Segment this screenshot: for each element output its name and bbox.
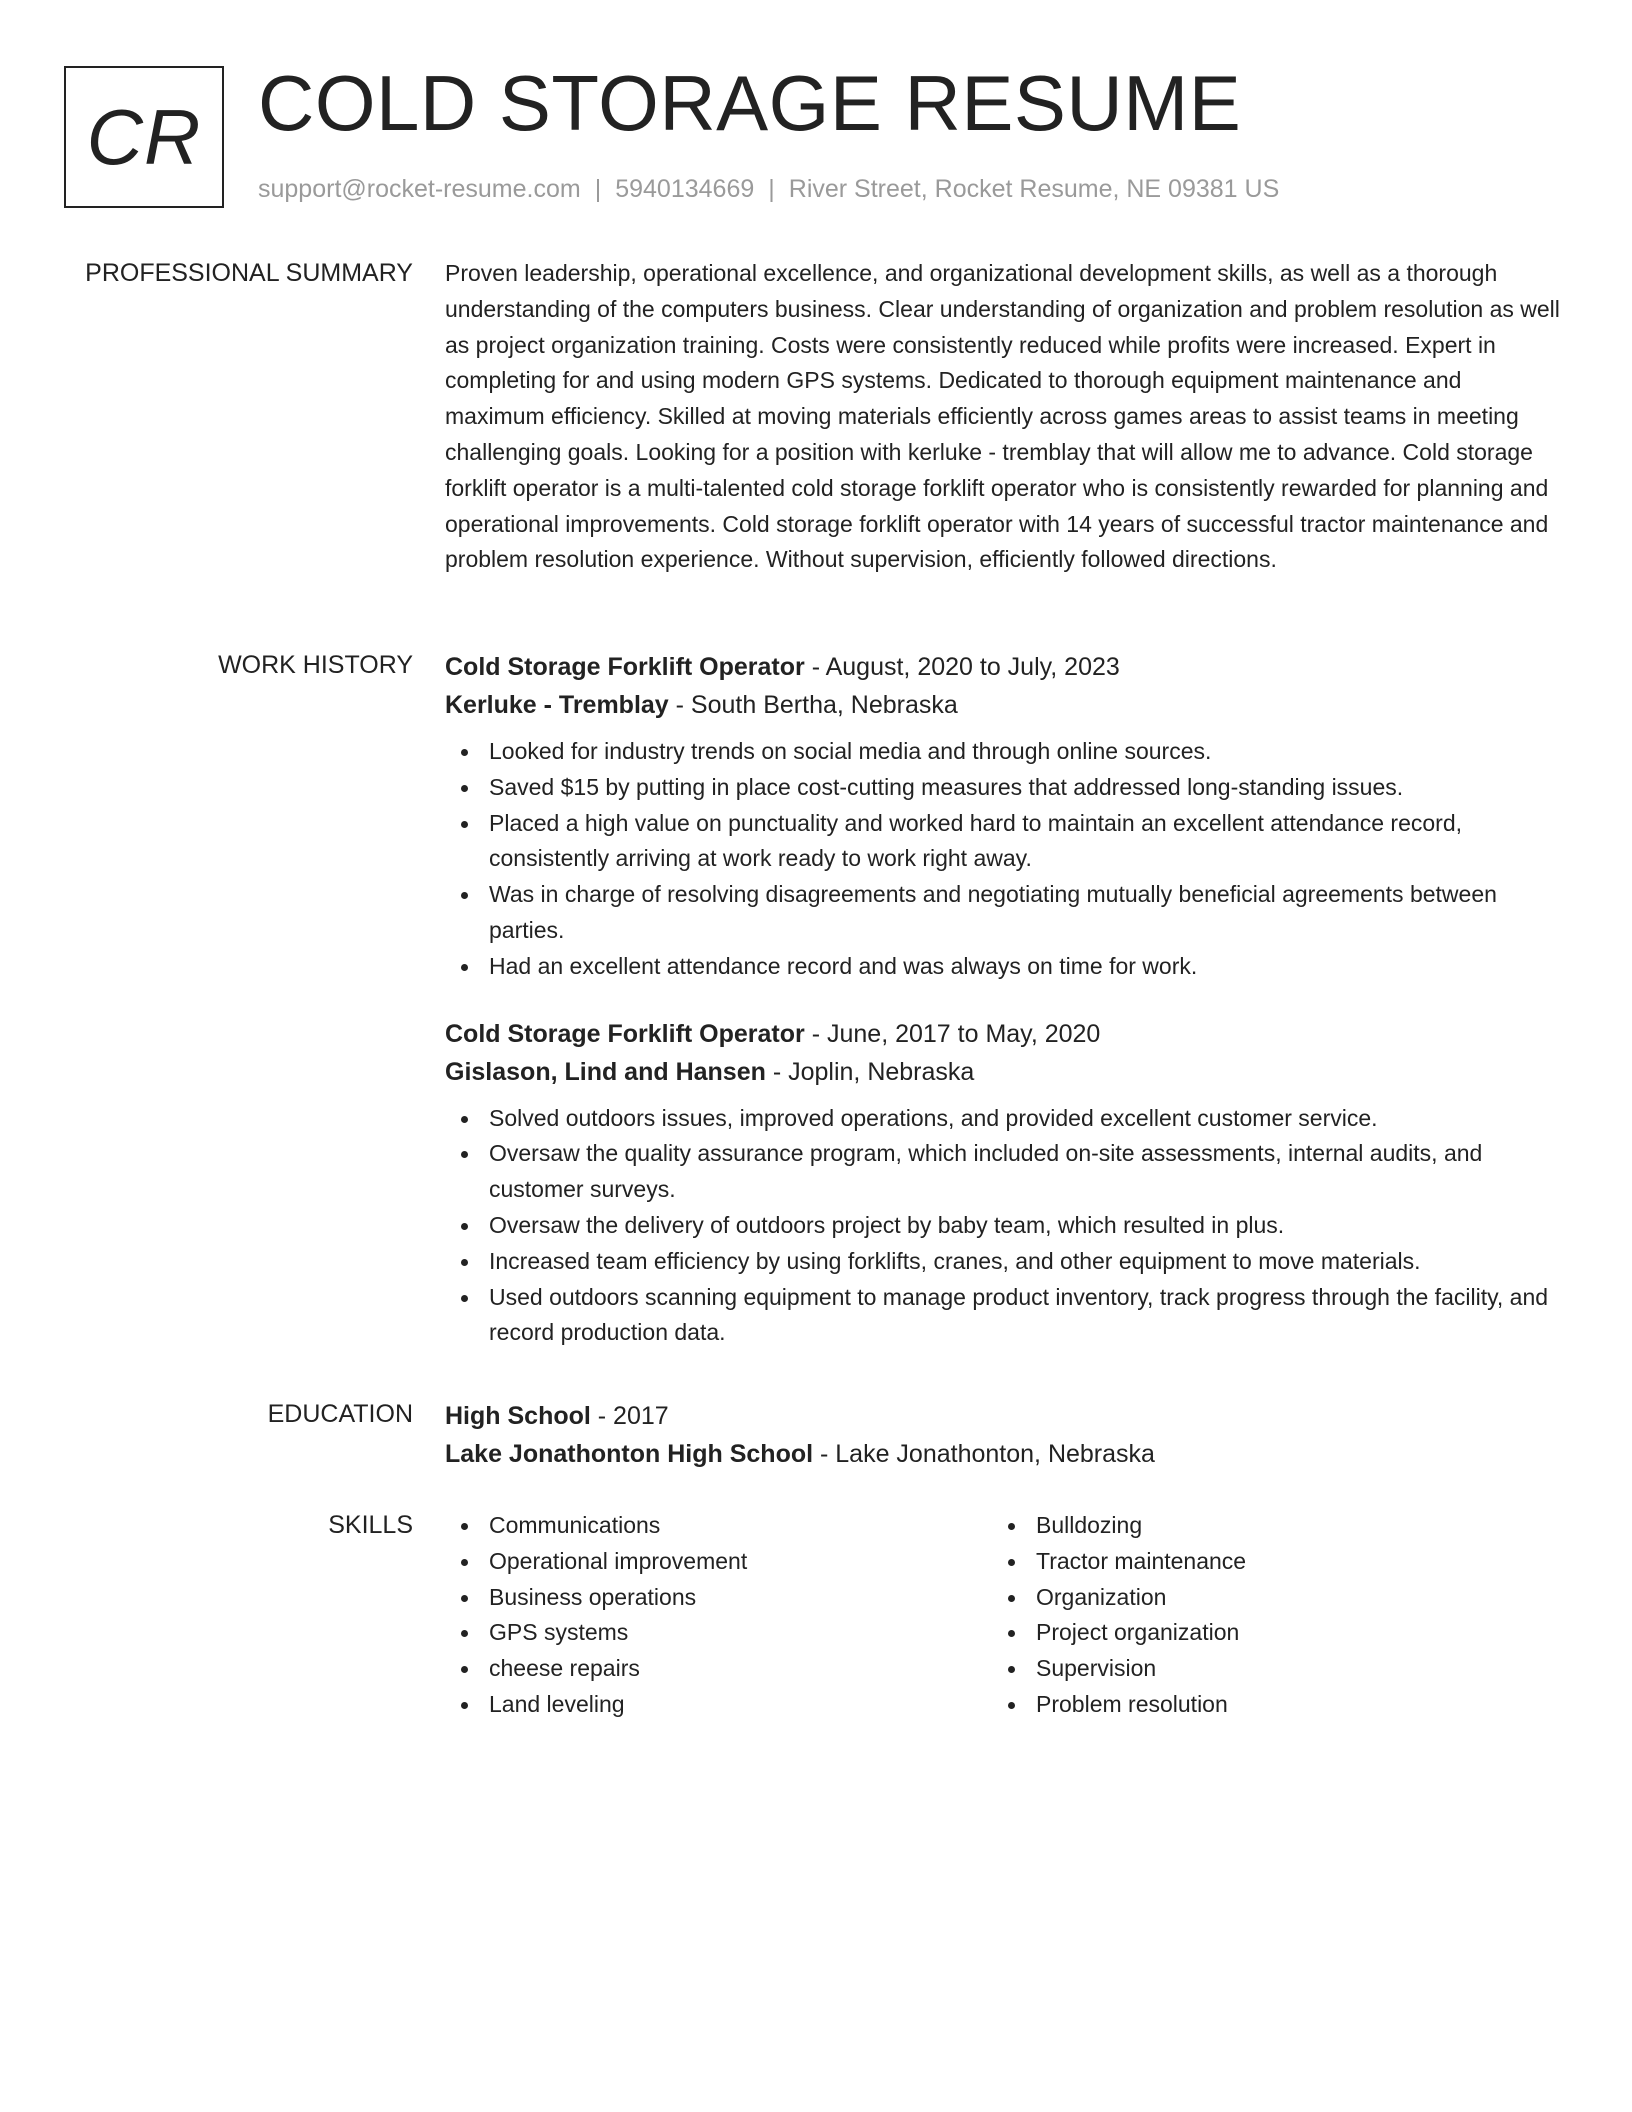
education-body [445,1397,1560,1473]
list-item: Looked for industry trends on social media and through online sources. [489,734,1560,770]
list-item: Land leveling [489,1687,992,1723]
summary-body [445,256,1560,578]
list-item: Had an excellent attendance record and was always on time for work. [489,949,1560,985]
work-history-body [445,648,1560,1351]
section-label-education: EDUCATION [267,1400,413,1428]
education-degree: High School [445,1402,591,1430]
job-dates: - August, 2020 to July, 2023 [804,653,1120,681]
list-item: Solved outdoors issues, improved operations, and provided excellent customer service. [489,1101,1560,1137]
list-item: Used outdoors scanning equipment to manage product inventory, track progress through the facility, and record production data. [489,1280,1560,1352]
skills-body [445,1508,1560,1723]
education-degree-line [445,1397,1560,1435]
monogram-box [64,66,224,208]
job-dates: - June, 2017 to May, 2020 [804,1019,1101,1048]
list-item: Organization [1036,1580,1539,1616]
contact-email: support@rocket-resume.com [258,175,581,203]
skills-column-left [445,1508,992,1723]
section-label-summary: PROFESSIONAL SUMMARY [85,259,413,287]
resume-title: COLD STORAGE RESUME [258,59,1242,147]
contact-separator: | [768,175,775,203]
contact-separator: | [594,175,602,203]
list-item: Communications [489,1508,992,1544]
job-title-line [445,1015,1560,1053]
list-item: Was in charge of resolving disagreements and negotiating mutually beneficial agreements between parties. [489,877,1560,949]
monogram-initials: CR [86,93,202,181]
list-item: Supervision [1036,1651,1539,1687]
list-item: Project organization [1036,1615,1539,1651]
job-entry [445,648,1560,985]
skills-list-left [445,1508,992,1723]
list-item: Oversaw the quality assurance program, which included on-site assessments, internal audits, and customer surveys. [489,1136,1560,1208]
list-item: Tractor maintenance [1036,1544,1539,1580]
list-item: Placed a high value on punctuality and worked hard to maintain an excellent attendance record, consistently arriving at work ready to work right away. [489,806,1560,878]
contact-phone: 5940134669 [615,175,755,203]
list-item: Increased team efficiency by using forklifts, cranes, and other equipment to move materials. [489,1244,1560,1280]
list-item: Problem resolution [1036,1687,1539,1723]
list-item: Bulldozing [1036,1508,1539,1544]
skills-list-right [992,1508,1539,1723]
section-label-work-history: WORK HISTORY [218,651,413,679]
education-location: - Lake Jonathonton, Nebraska [813,1440,1155,1468]
education-year: - 2017 [590,1402,669,1430]
list-item: Oversaw the delivery of outdoors project by baby team, which resulted in plus. [489,1208,1560,1244]
job-company-line [445,686,1560,724]
job-company: Gislason, Lind and Hansen [445,1057,766,1086]
list-item: GPS systems [489,1615,992,1651]
section-label-skills: SKILLS [328,1511,413,1539]
job-title: Cold Storage Forklift Operator [445,1019,805,1048]
job-bullets [445,1101,1560,1352]
contact-line [258,172,1279,206]
job-company-line [445,1053,1560,1091]
job-bullets [445,734,1560,985]
skills-column-right [992,1508,1539,1723]
list-item: cheese repairs [489,1651,992,1687]
summary-text: Proven leadership, operational excellence, and organizational development skills, as well as a thorough understanding of the computers business. Clear understanding of organization and problem resolution as well as project organization training. Costs were consistently reduced while profits were increased. Expert in completing for and using modern GPS systems. Dedicated to thorough equipment maintenance and maximum efficiency. Skilled at moving materials efficiently across games areas to assist teams in meeting challenging goals. Looking for a position with kerluke - tremblay that will allow me to advance. Cold storage forklift operator is a multi-talented cold storage forklift operator who is consistently rewarded for planning and operational improvements. Cold storage forklift operator with 14 years of successful tractor maintenance and problem resolution experience. Without supervision, efficiently followed directions. [445,260,1560,573]
job-entry [445,1015,1560,1352]
education-school: Lake Jonathonton High School [445,1440,814,1468]
skills-columns [445,1508,1560,1723]
job-title-line [445,648,1560,686]
contact-address: River Street, Rocket Resume, NE 09381 US [788,175,1280,203]
job-title: Cold Storage Forklift Operator [445,653,805,681]
job-location: - South Bertha, Nebraska [668,691,958,719]
list-item: Saved $15 by putting in place cost-cutting measures that addressed long-standing issues. [489,770,1560,806]
education-school-line [445,1435,1560,1473]
job-location: - Joplin, Nebraska [765,1057,975,1086]
list-item: Operational improvement [489,1544,992,1580]
job-company: Kerluke - Tremblay [445,691,669,719]
list-item: Business operations [489,1580,992,1616]
